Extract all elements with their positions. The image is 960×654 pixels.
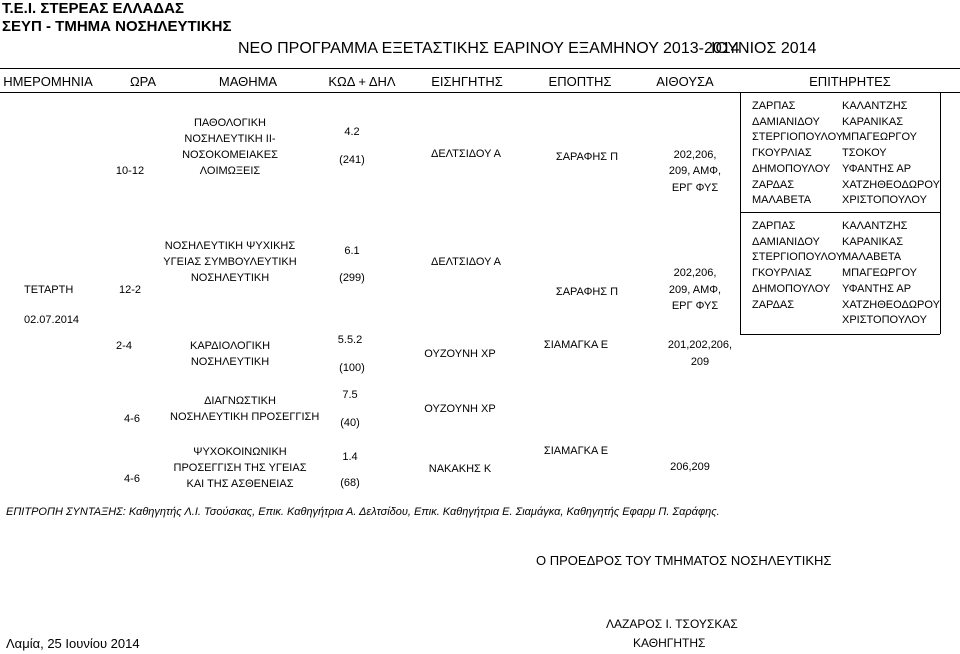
course-line: ΚΑΙ ΤΗΣ ΑΣΘΕΝΕΙΑΣ	[186, 478, 294, 490]
lecturer: ΟΥΖΟΥΝΗ ΧΡ	[424, 403, 496, 415]
invigilator: ΜΠΑΓΕΩΡΓΟΥ	[842, 131, 917, 144]
invigilator: ΧΑΤΖΗΘΕΟΔΩΡΟΥ	[842, 178, 940, 191]
invigilator: ΥΦΑΝΤΗΣ ΑΡ	[842, 282, 912, 295]
invigilator: ΚΑΛΑΝΤΖΗΣ	[842, 100, 908, 112]
course-code: 1.4	[342, 451, 358, 463]
president-title: Ο ΠΡΟΕΔΡΟΣ ΤΟΥ ΤΜΗΜΑΤΟΣ ΝΟΣΗΛΕΥΤΙΚΗΣ	[536, 553, 832, 568]
lecturer: ΟΥΖΟΥΝΗ ΧΡ	[424, 348, 496, 360]
col-course: ΜΑΘΗΜΑ	[218, 74, 278, 89]
exam-time: 4-6	[124, 413, 140, 425]
signer-title: ΚΑΘΗΓΗΤΗΣ	[633, 636, 706, 650]
col-supervisor: ΕΠΟΠΤΗΣ	[548, 74, 612, 89]
course-line: ΨΥΧΟΚΟΙΝΩΝΙΚΗ	[193, 446, 287, 458]
invigilators-left	[752, 219, 843, 313]
course-code: 5.5.2	[337, 334, 363, 346]
declared-count: (100)	[339, 362, 365, 374]
invigilator: ΔΑΜΙΑΝΙΔΟΥ	[752, 115, 820, 128]
course-line: ΠΑΘΟΛΟΓΙΚΗ	[193, 117, 267, 129]
invigilator: ΖΑΡΔΑΣ	[752, 298, 795, 311]
course-line: ΝΟΣΗΛΕΥΤΙΚΗ ΙΙ-	[184, 133, 276, 145]
invigilator: ΓΚΟΥΡΛΙΑΣ	[752, 267, 812, 280]
invigilator: ΚΑΡΑΝΙΚΑΣ	[842, 115, 904, 128]
course-line: ΥΓΕΙΑΣ ΣΥΜΒΟΥΛΕΥΤΙΚΗ	[163, 256, 297, 268]
room-line: 209	[690, 356, 710, 368]
program-title: ΝΕΟ ΠΡΟΓΡΑΜΜΑ ΕΞΕΤΑΣΤΙΚΗΣ ΕΑΡΙΝΟΥ ΕΞΑΜΗΝΟΥ 2013-2014	[238, 40, 740, 57]
course-line: ΛΟΙΜΩΞΕΙΣ	[199, 165, 261, 177]
invigilators-right	[842, 219, 940, 329]
room-line: 201,202,206,	[667, 339, 733, 351]
org-line-2: ΣΕΥΠ - ΤΜΗΜΑ ΝΟΣΗΛΕΥΤΙΚΗΣ	[2, 18, 232, 35]
course-line: ΠΡΟΣΕΓΓΙΣΗ ΤΗΣ ΥΓΕΙΑΣ	[173, 462, 307, 474]
exam-month: ΙΟΥΝΙΟΣ 2014	[711, 40, 817, 57]
invigilators-left	[752, 99, 843, 209]
invigilator: ΜΑΛΑΒΕΤΑ	[752, 194, 812, 207]
course-line: ΝΟΣΗΛΕΥΤΙΚΗ ΠΡΟΣΕΓΓΙΣΗ	[170, 411, 320, 423]
invigilators-right	[842, 99, 940, 209]
declared-count: (40)	[340, 417, 360, 429]
invigilator: ΚΑΡΑΝΙΚΑΣ	[842, 235, 904, 248]
col-date: ΗΜΕΡΟΜΗΝΙΑ	[3, 74, 93, 89]
col-room: ΑΙΘΟΥΣΑ	[656, 74, 714, 89]
exam-time: 12-2	[118, 284, 142, 296]
lecturer: ΝΑΚΑΚΗΣ Κ	[428, 463, 492, 475]
course-line: ΝΟΣΗΛΕΥΤΙΚΗ	[190, 272, 270, 284]
lecturer: ΔΕΛΤΣΙΔΟΥ Α	[430, 148, 502, 160]
exam-time: 4-6	[124, 473, 140, 485]
col-lecturer: ΕΙΣΗΓΗΤΗΣ	[431, 74, 503, 89]
supervisor: ΣΑΡΑΦΗΣ Π	[555, 286, 619, 298]
invigilator: ΓΚΟΥΡΛΙΑΣ	[752, 147, 812, 160]
invigilator: ΖΑΡΠΑΣ	[752, 100, 796, 112]
signer-name: ΛΑΖΑΡΟΣ Ι. ΤΣΟΥΣΚΑΣ	[606, 617, 738, 631]
course-code: 6.1	[344, 245, 360, 257]
room: 206,209	[670, 461, 710, 473]
room-line: ΕΡΓ ΦΥΣ	[671, 182, 719, 194]
course-code: 7.5	[342, 389, 358, 401]
declared-count: (299)	[339, 272, 365, 284]
invigilator: ΧΡΙΣΤΟΠΟΥΛΟΥ	[842, 314, 927, 327]
course-line: ΔΙΑΓΝΩΣΤΙΚΗ	[204, 395, 276, 407]
supervisor: ΣΙΑΜΑΓΚΑ Ε	[543, 339, 609, 351]
room-line: 202,206,	[673, 267, 717, 279]
invigilator: ΥΦΑΝΤΗΣ ΑΡ	[842, 162, 912, 175]
lecturer: ΔΕΛΤΣΙΔΟΥ Α	[430, 256, 502, 268]
col-code: ΚΩΔ + ΔΗΛ	[328, 74, 396, 89]
exam-date: 02.07.2014	[24, 314, 80, 326]
course-line: ΝΟΣΟΚΟΜΕΙΑΚΕΣ	[182, 149, 278, 161]
col-time: ΩΡΑ	[129, 74, 157, 89]
invigilator: ΣΤΕΡΓΙΟΠΟΥΛΟΥ	[752, 251, 844, 264]
room-line: ΕΡΓ ΦΥΣ	[671, 300, 719, 312]
course-line: ΝΟΣΗΛΕΥΤΙΚΗ	[190, 356, 270, 368]
place-date: Λαμία, 25 Ιουνίου 2014	[6, 636, 140, 651]
exam-time: 10-12	[115, 165, 145, 177]
room-line: 202,206,	[673, 149, 717, 161]
invigilator: ΔΗΜΟΠΟΥΛΟΥ	[752, 282, 831, 295]
declared-count: (68)	[340, 477, 360, 489]
col-invigilators: ΕΠΙΤΗΡΗΤΕΣ	[809, 74, 891, 89]
invigilator: ΣΤΕΡΓΙΟΠΟΥΛΟΥ	[752, 131, 844, 144]
invigilator: ΖΑΡΠΑΣ	[752, 220, 796, 232]
invigilator: ΜΑΛΑΒΕΤΑ	[842, 251, 902, 264]
invigilator: ΚΑΛΑΝΤΖΗΣ	[842, 220, 908, 232]
room-line: 209, ΑΜΦ,	[668, 284, 722, 296]
supervisor: ΣΙΑΜΑΓΚΑ Ε	[543, 445, 609, 457]
invigilator: ΤΣΟΚΟΥ	[842, 147, 887, 160]
room-line: 209, ΑΜΦ,	[668, 165, 722, 177]
course-line: ΝΟΣΗΛΕΥΤΙΚΗ ΨΥΧΙΚΗΣ	[164, 240, 296, 252]
org-line-1: Τ.Ε.Ι. ΣΤΕΡΕΑΣ ΕΛΛΑΔΑΣ	[2, 0, 184, 17]
invigilator: ΜΠΑΓΕΩΡΓΟΥ	[842, 267, 917, 280]
invigilator: ΖΑΡΔΑΣ	[752, 178, 795, 191]
supervisor: ΣΑΡΑΦΗΣ Π	[555, 151, 619, 163]
invigilator: ΔΗΜΟΠΟΥΛΟΥ	[752, 162, 831, 175]
course-line: ΚΑΡΔΙΟΛΟΓΙΚΗ	[189, 340, 271, 352]
committee-note: ΕΠΙΤΡΟΠΗ ΣΥΝΤΑΞΗΣ: Καθηγητής Λ.Ι. Τσούσκας, Επικ. Καθηγήτρια Α. Δελτσίδου, Επικ. Καθηγήτρια Ε. Σιαμάγκα, Καθηγητής Εφαρμ Π. Σαράφης.	[6, 506, 720, 518]
course-code: 4.2	[344, 126, 360, 138]
exam-time: 2-4	[116, 340, 132, 352]
invigilator: ΧΡΙΣΤΟΠΟΥΛΟΥ	[842, 194, 927, 207]
declared-count: (241)	[339, 154, 365, 166]
invigilator: ΧΑΤΖΗΘΕΟΔΩΡΟΥ	[842, 298, 940, 311]
invigilator: ΔΑΜΙΑΝΙΔΟΥ	[752, 235, 820, 248]
exam-day: ΤΕΤΑΡΤΗ	[24, 284, 74, 296]
